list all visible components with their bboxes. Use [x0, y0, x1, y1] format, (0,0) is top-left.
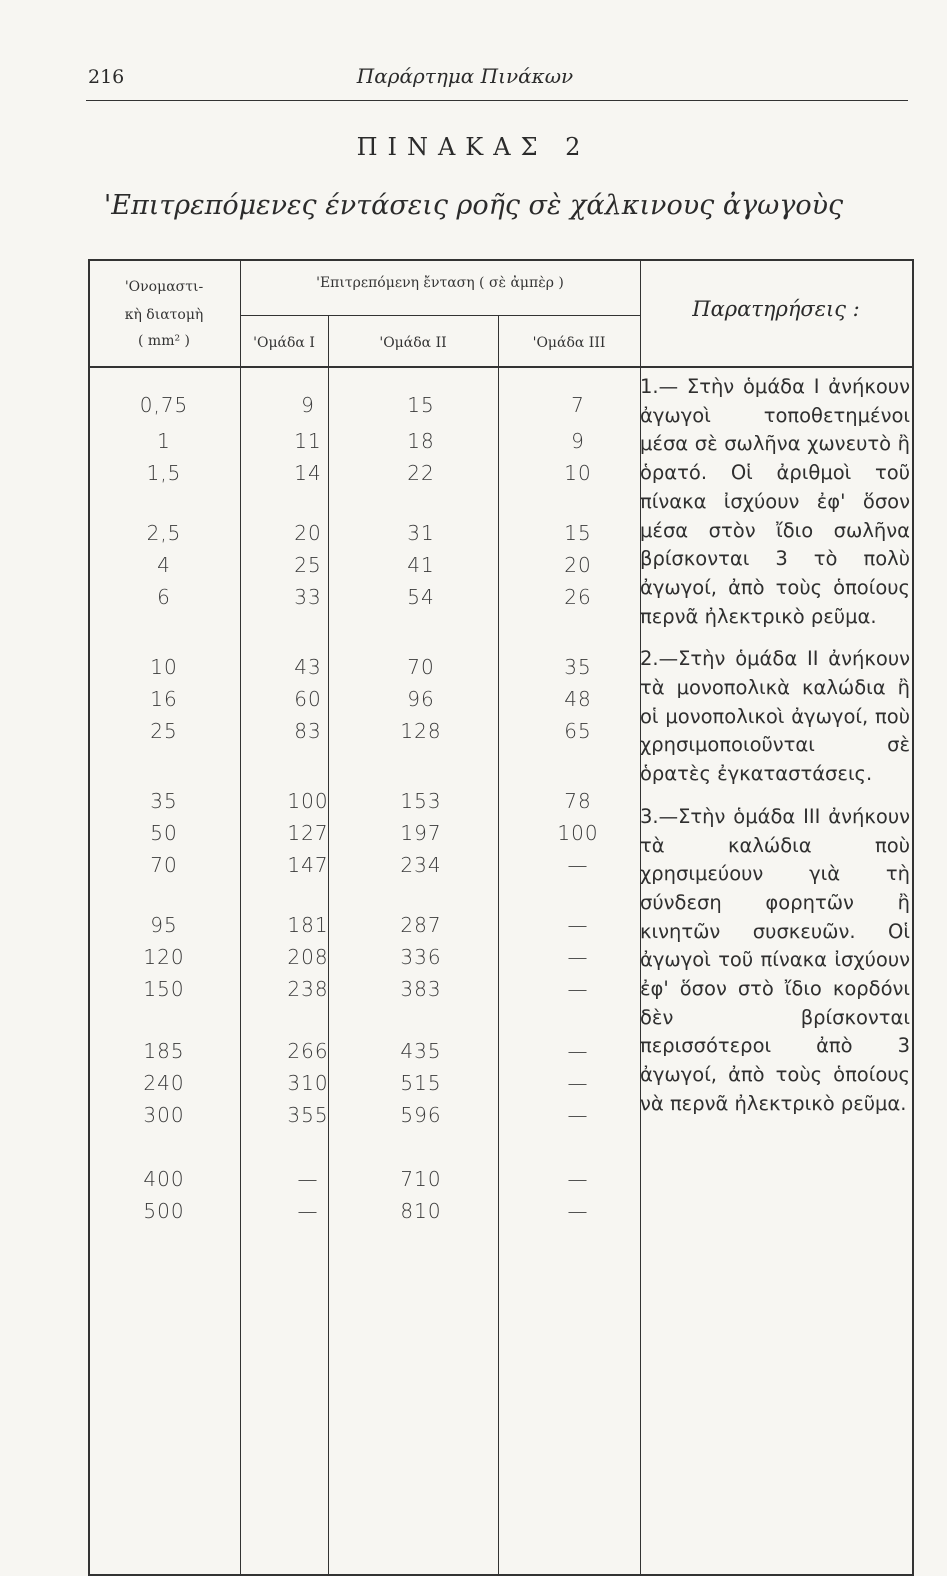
table-cell: 10: [150, 655, 178, 679]
table-border-right: [912, 259, 914, 1576]
column-divider: [498, 315, 499, 1576]
header-cross-section-line2: κὴ διατομὴ: [124, 307, 204, 323]
table-cell: 11: [294, 429, 322, 453]
table-cell: 336: [400, 945, 442, 969]
header-group-3: 'Ομάδα III: [532, 335, 606, 351]
table-cell: 287: [400, 913, 442, 937]
table-cell: 15: [407, 393, 435, 417]
table-cell: 48: [564, 687, 592, 711]
header-rule: [86, 100, 908, 101]
table-cell: 147: [287, 853, 329, 877]
table-cell: 83: [294, 719, 322, 743]
table-title: 'Επιτρεπόμενες έντάσεις ροῆς σὲ χάλκινους ἀγωγοὺς: [103, 190, 844, 221]
table-cell: 35: [564, 655, 592, 679]
table-cell: 9: [301, 393, 315, 417]
table-cell: —: [567, 977, 589, 1001]
header-cross-section-line3: ( mm² ): [138, 333, 190, 349]
table-cell: 70: [407, 655, 435, 679]
table-cell: 383: [400, 977, 442, 1001]
table-cell: 100: [557, 821, 599, 845]
table-cell: 240: [143, 1071, 185, 1095]
table-cell: —: [297, 1199, 319, 1223]
table-cell: —: [297, 1167, 319, 1191]
table-cell: 41: [407, 553, 435, 577]
table-cell: 234: [400, 853, 442, 877]
table-cell: 153: [400, 789, 442, 813]
table-cell: 14: [294, 461, 322, 485]
remark-note: 1.— Στὴν ὁμάδα I ἀνήκουν ἀγωγοὶ τοποθετημένοι μέσα σὲ σωλῆνα χωνευτὸ ἢ ὁρατό. Οἱ ἀριθμοὶ τοῦ πίνακα ἰσχύουν ἐφ' ὅσον μέσα στὸν ἴδιο σωλῆνα βρίσκονται 3 τὸ πολὺ ἀγωγοί, ἀπὸ τοὺς ὁποίους περνᾶ ἠλεκτρικὸ ρεῦμα.: [640, 375, 910, 628]
table-cell: 238: [287, 977, 329, 1001]
column-group-2: [346, 259, 496, 1576]
table-cell: —: [567, 913, 589, 937]
table-cell: 120: [143, 945, 185, 969]
table-cell: —: [567, 945, 589, 969]
table-cell: 127: [287, 821, 329, 845]
table-cell: 0,75: [139, 393, 189, 417]
header-allowed-current: 'Επιτρεπόμενη ἔνταση ( σὲ ἀμπὲρ ): [316, 275, 564, 291]
table-cell: 7: [571, 393, 585, 417]
table-cell: 208: [287, 945, 329, 969]
column-group-3: [528, 259, 628, 1576]
table-cell: 25: [294, 553, 322, 577]
running-head: Παράρτημα Πινάκων: [356, 64, 574, 88]
table-cell: 16: [150, 687, 178, 711]
remark-note: 3.—Στὴν ὁμάδα III ἀνήκουν τὰ καλώδια ποὺ χρησιμεύουν γιὰ τὴ σύνδεση φορητῶν ἢ κινητῶν συσκευῶν. Οἱ ἀγωγοὶ τοῦ πίνακα ἰσχύουν ἐφ' ὅσον στὸ ἴδιο κορδόνι δὲν βρίσκονται περισσότεροι ἀπὸ 3 ἀγωγοί, ἀπὸ τοὺς ὁποίους νὰ περνᾶ ἠλεκτρικὸ ρεῦμα.: [640, 804, 910, 1115]
table-cell: 95: [150, 913, 178, 937]
table-cell: 515: [400, 1071, 442, 1095]
table-cell: 4: [157, 553, 171, 577]
header-group-1: 'Ομάδα I: [253, 335, 315, 351]
table-cell: 33: [294, 585, 322, 609]
column-divider: [240, 259, 241, 1576]
table-cell: 310: [287, 1071, 329, 1095]
table-cell: 400: [143, 1167, 185, 1191]
table-cell: 1,5: [146, 461, 182, 485]
table-cell: 266: [287, 1039, 329, 1063]
table-cell: 31: [407, 521, 435, 545]
table-cell: 25: [150, 719, 178, 743]
table-cell: 20: [564, 553, 592, 577]
table-cell: —: [567, 853, 589, 877]
table-cell: 9: [571, 429, 585, 453]
header-remarks: Παρατηρήσεις :: [692, 297, 860, 321]
table-cell: 15: [564, 521, 592, 545]
table-cell: —: [567, 1071, 589, 1095]
table-cell: 150: [143, 977, 185, 1001]
table-cell: 50: [150, 821, 178, 845]
table-cell: —: [567, 1103, 589, 1127]
column-cross-section: [88, 259, 240, 1576]
table-cell: 197: [400, 821, 442, 845]
table-cell: 100: [287, 789, 329, 813]
table-cell: 1: [157, 429, 171, 453]
table-cell: 2,5: [146, 521, 182, 545]
table-cell: 596: [400, 1103, 442, 1127]
table-cell: 20: [294, 521, 322, 545]
table-cell: 810: [400, 1199, 442, 1223]
remarks-column: [640, 373, 910, 1125]
table-cell: 78: [564, 789, 592, 813]
table-cell: 65: [564, 719, 592, 743]
table-cell: 54: [407, 585, 435, 609]
table-cell: 26: [564, 585, 592, 609]
remark-note: 2.—Στὴν ὁμάδα II ἀνήκουν τὰ μονοπολικὰ καλώδια ἢ οἱ μονοπολικοὶ ἀγωγοί, ποὺ χρησιμοποιοῦνται σὲ ὁρατὲς ἐγκαταστάσεις.: [640, 647, 910, 786]
table-cell: 500: [143, 1199, 185, 1223]
table-cell: 435: [400, 1039, 442, 1063]
table-cell: 710: [400, 1167, 442, 1191]
table-cell: 18: [407, 429, 435, 453]
table-cell: —: [567, 1199, 589, 1223]
table-cell: 43: [294, 655, 322, 679]
header-cross-section-line1: 'Ονομαστι-: [124, 279, 204, 295]
table-cell: 128: [400, 719, 442, 743]
table-cell: 10: [564, 461, 592, 485]
table-number: ΠΙΝΑΚΑΣ 2: [356, 133, 591, 161]
table-cell: 96: [407, 687, 435, 711]
table-cell: —: [567, 1167, 589, 1191]
table-cell: 35: [150, 789, 178, 813]
table-cell: 300: [143, 1103, 185, 1127]
header-group-2: 'Ομάδα II: [379, 335, 447, 351]
page-number: 216: [88, 66, 125, 88]
table-cell: 22: [407, 461, 435, 485]
table-cell: 355: [287, 1103, 329, 1127]
table-cell: 60: [294, 687, 322, 711]
table-cell: 70: [150, 853, 178, 877]
column-group-1: [268, 259, 348, 1576]
table-cell: 185: [143, 1039, 185, 1063]
table-cell: 181: [287, 913, 329, 937]
table-cell: —: [567, 1039, 589, 1063]
table-cell: 6: [157, 585, 171, 609]
